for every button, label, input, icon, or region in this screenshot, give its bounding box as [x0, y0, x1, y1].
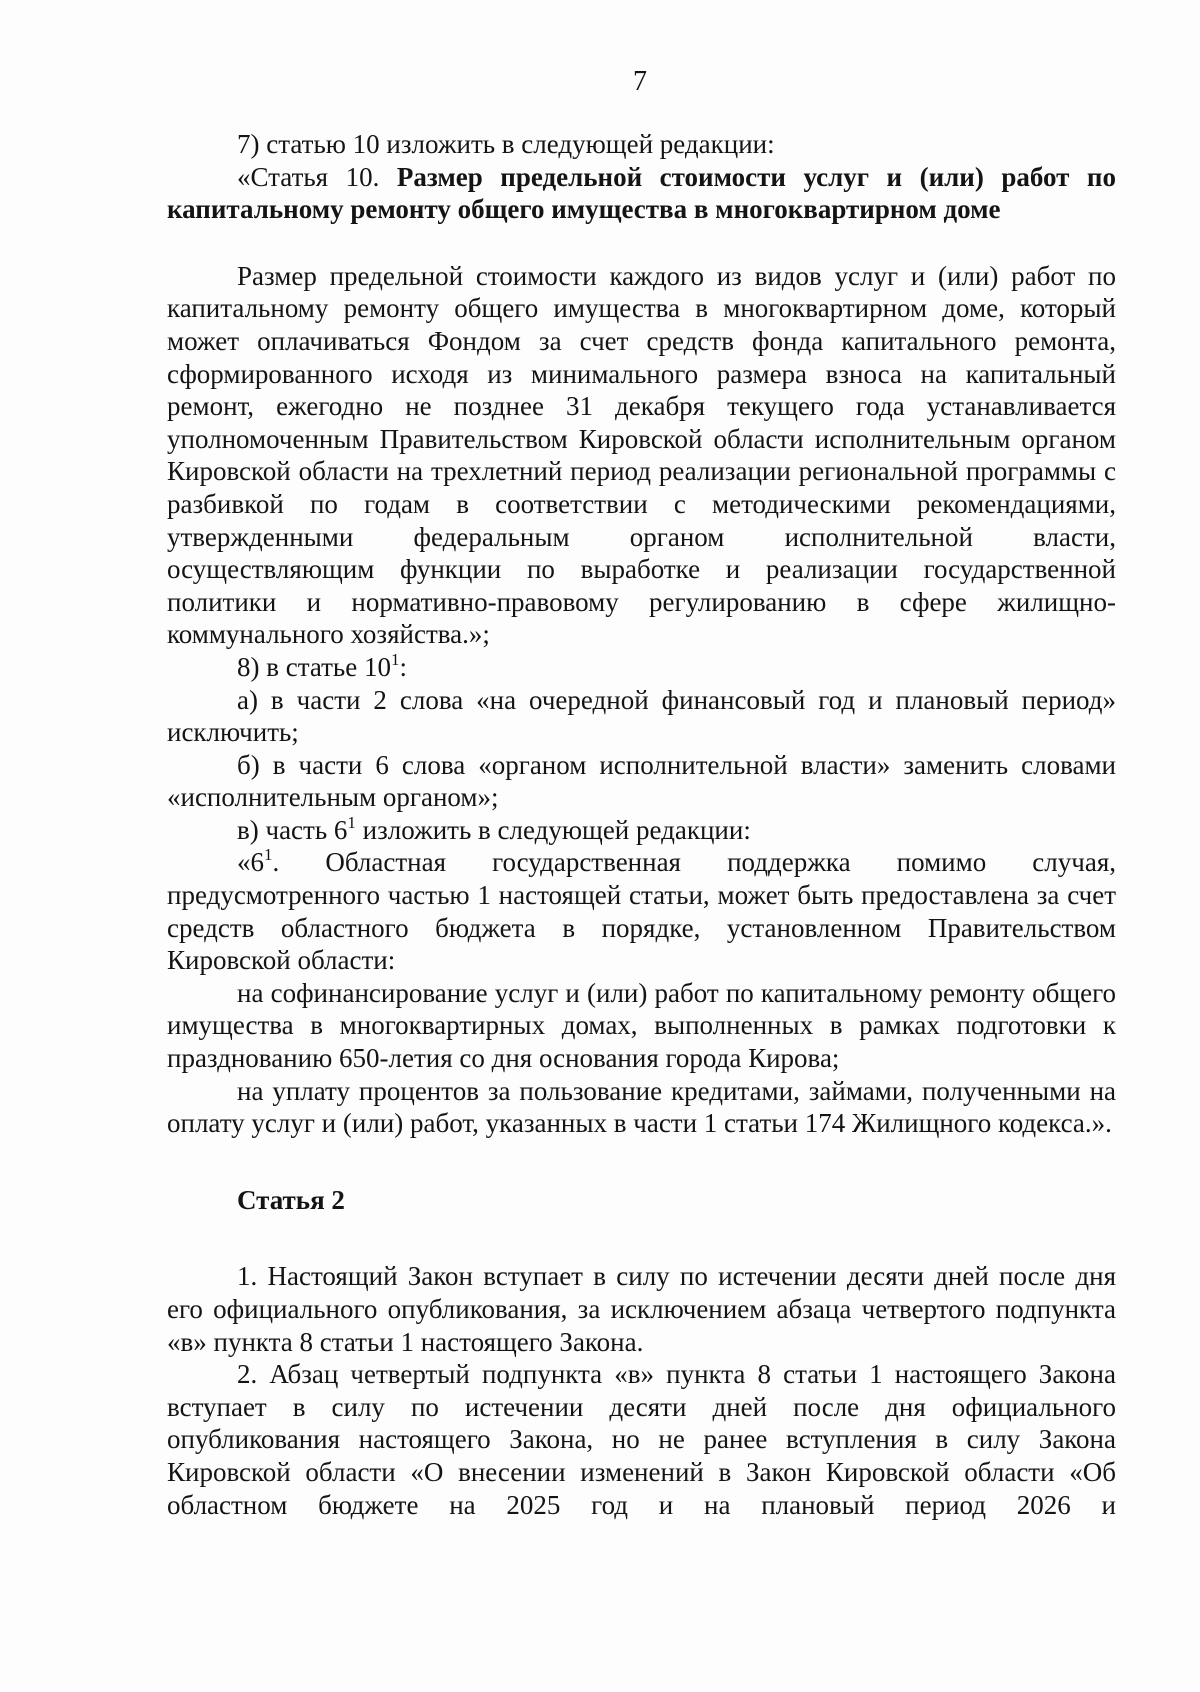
- paragraph-text: 7) статью 10 изложить в следующей редакции:: [237, 129, 775, 159]
- paragraph-text: б) в части 6 слова «органом исполнительной власти» заменить словами «исполнительным органом»;: [167, 749, 1116, 813]
- paragraph-text: в) часть 6: [237, 814, 348, 845]
- part-6-1-text: [167, 846, 1116, 976]
- paragraph-text: а) в части 2 слова «на очередной финансовый год и плановый период» исключить;: [167, 684, 1116, 748]
- paragraph-text: :: [399, 651, 407, 682]
- paragraph-text: Размер предельной стоимости каждого из видов услуг и (или) работ по капитальному ремонту общего имущества в многоквартирном доме, который может оплачиваться Фондом за счет средств фонда капитального ремонта, сформированного исходя из минимального размера взноса на капитальный ремонт, ежегодно не позднее 31 декабря текущего года устанавливается уполномоченным Правительством Кировской области исполнительным органом Кировской области на трехлетний период реализации региональной программы с разбивкой по годам в соответствии с методическими рекомендациями, утвержденными федеральным органом исполнительной власти, осуществляющим функции по выработке и реализации государственной политики и нормативно-правовому регулированию в сфере жилищно-коммунального хозяйства.»;: [167, 260, 1116, 650]
- paragraph-text: изложить в следующей редакции:: [355, 814, 751, 845]
- paragraph-item-7: [167, 128, 1116, 161]
- document-body: [167, 128, 1116, 1521]
- page-number: 7: [633, 66, 647, 97]
- subitem-b: [167, 749, 1116, 814]
- cofinancing-paragraph: [167, 977, 1116, 1075]
- article-2-heading: [167, 1184, 1116, 1217]
- article-2-part-1: [167, 1260, 1116, 1358]
- paragraph-item-8: [167, 651, 1116, 684]
- paragraph-text: «6: [237, 847, 264, 878]
- subitem-a: [167, 684, 1116, 749]
- heading-prefix: «Статья 10.: [237, 161, 397, 192]
- paragraph-text: 8) в статье 10: [237, 651, 391, 682]
- heading-title: Статья 2: [237, 1184, 345, 1215]
- subitem-v: [167, 814, 1116, 847]
- superscript: 1: [264, 845, 273, 865]
- article-10-heading: [167, 161, 1116, 226]
- article-10-body: [167, 260, 1116, 651]
- paragraph-text: . Областная государственная поддержка помимо случая, предусмотренного частью 1 настоящей статьи, может быть предоставлена за счет средств областного бюджета в порядке, установленном Правительством Кировской области:: [167, 847, 1116, 976]
- paragraph-text: на уплату процентов за пользование кредитами, займами, полученными на оплату услуг и (или) работ, указанных в части 1 статьи 174 Жилищного кодекса.».: [167, 1075, 1116, 1139]
- article-2-part-2: [167, 1358, 1116, 1521]
- paragraph-text: на софинансирование услуг и (или) работ по капитальному ремонту общего имущества в многоквартирных домах, выполненных в рамках подготовки к празднованию 650-летия со дня основания города Кирова;: [167, 977, 1116, 1074]
- interest-paragraph: [167, 1075, 1116, 1140]
- paragraph-text: 1. Настоящий Закон вступает в силу по истечении десяти дней после дня его официального опубликования, за исключением абзаца четвертого подпункта «в» пункта 8 статьи 1 настоящего Закона.: [167, 1261, 1116, 1357]
- paragraph-text: 2. Абзац четвертый подпункта «в» пункта 8 статьи 1 настоящего Закона вступает в силу по истечении десяти дней после дня официального опубликования настоящего Закона, но не ранее вступления в силу Закона Кировской области «О внесении изменений в Закон Кировской области «Об областном бюджете на 2025 год и на плановый период 2026 и: [167, 1359, 1116, 1520]
- superscript: 1: [390, 649, 400, 669]
- heading-title: Размер предельной стоимости услуг и (или) работ по капитальному ремонту общего имущества в многоквартирном доме: [167, 161, 1116, 225]
- superscript: 1: [347, 812, 356, 832]
